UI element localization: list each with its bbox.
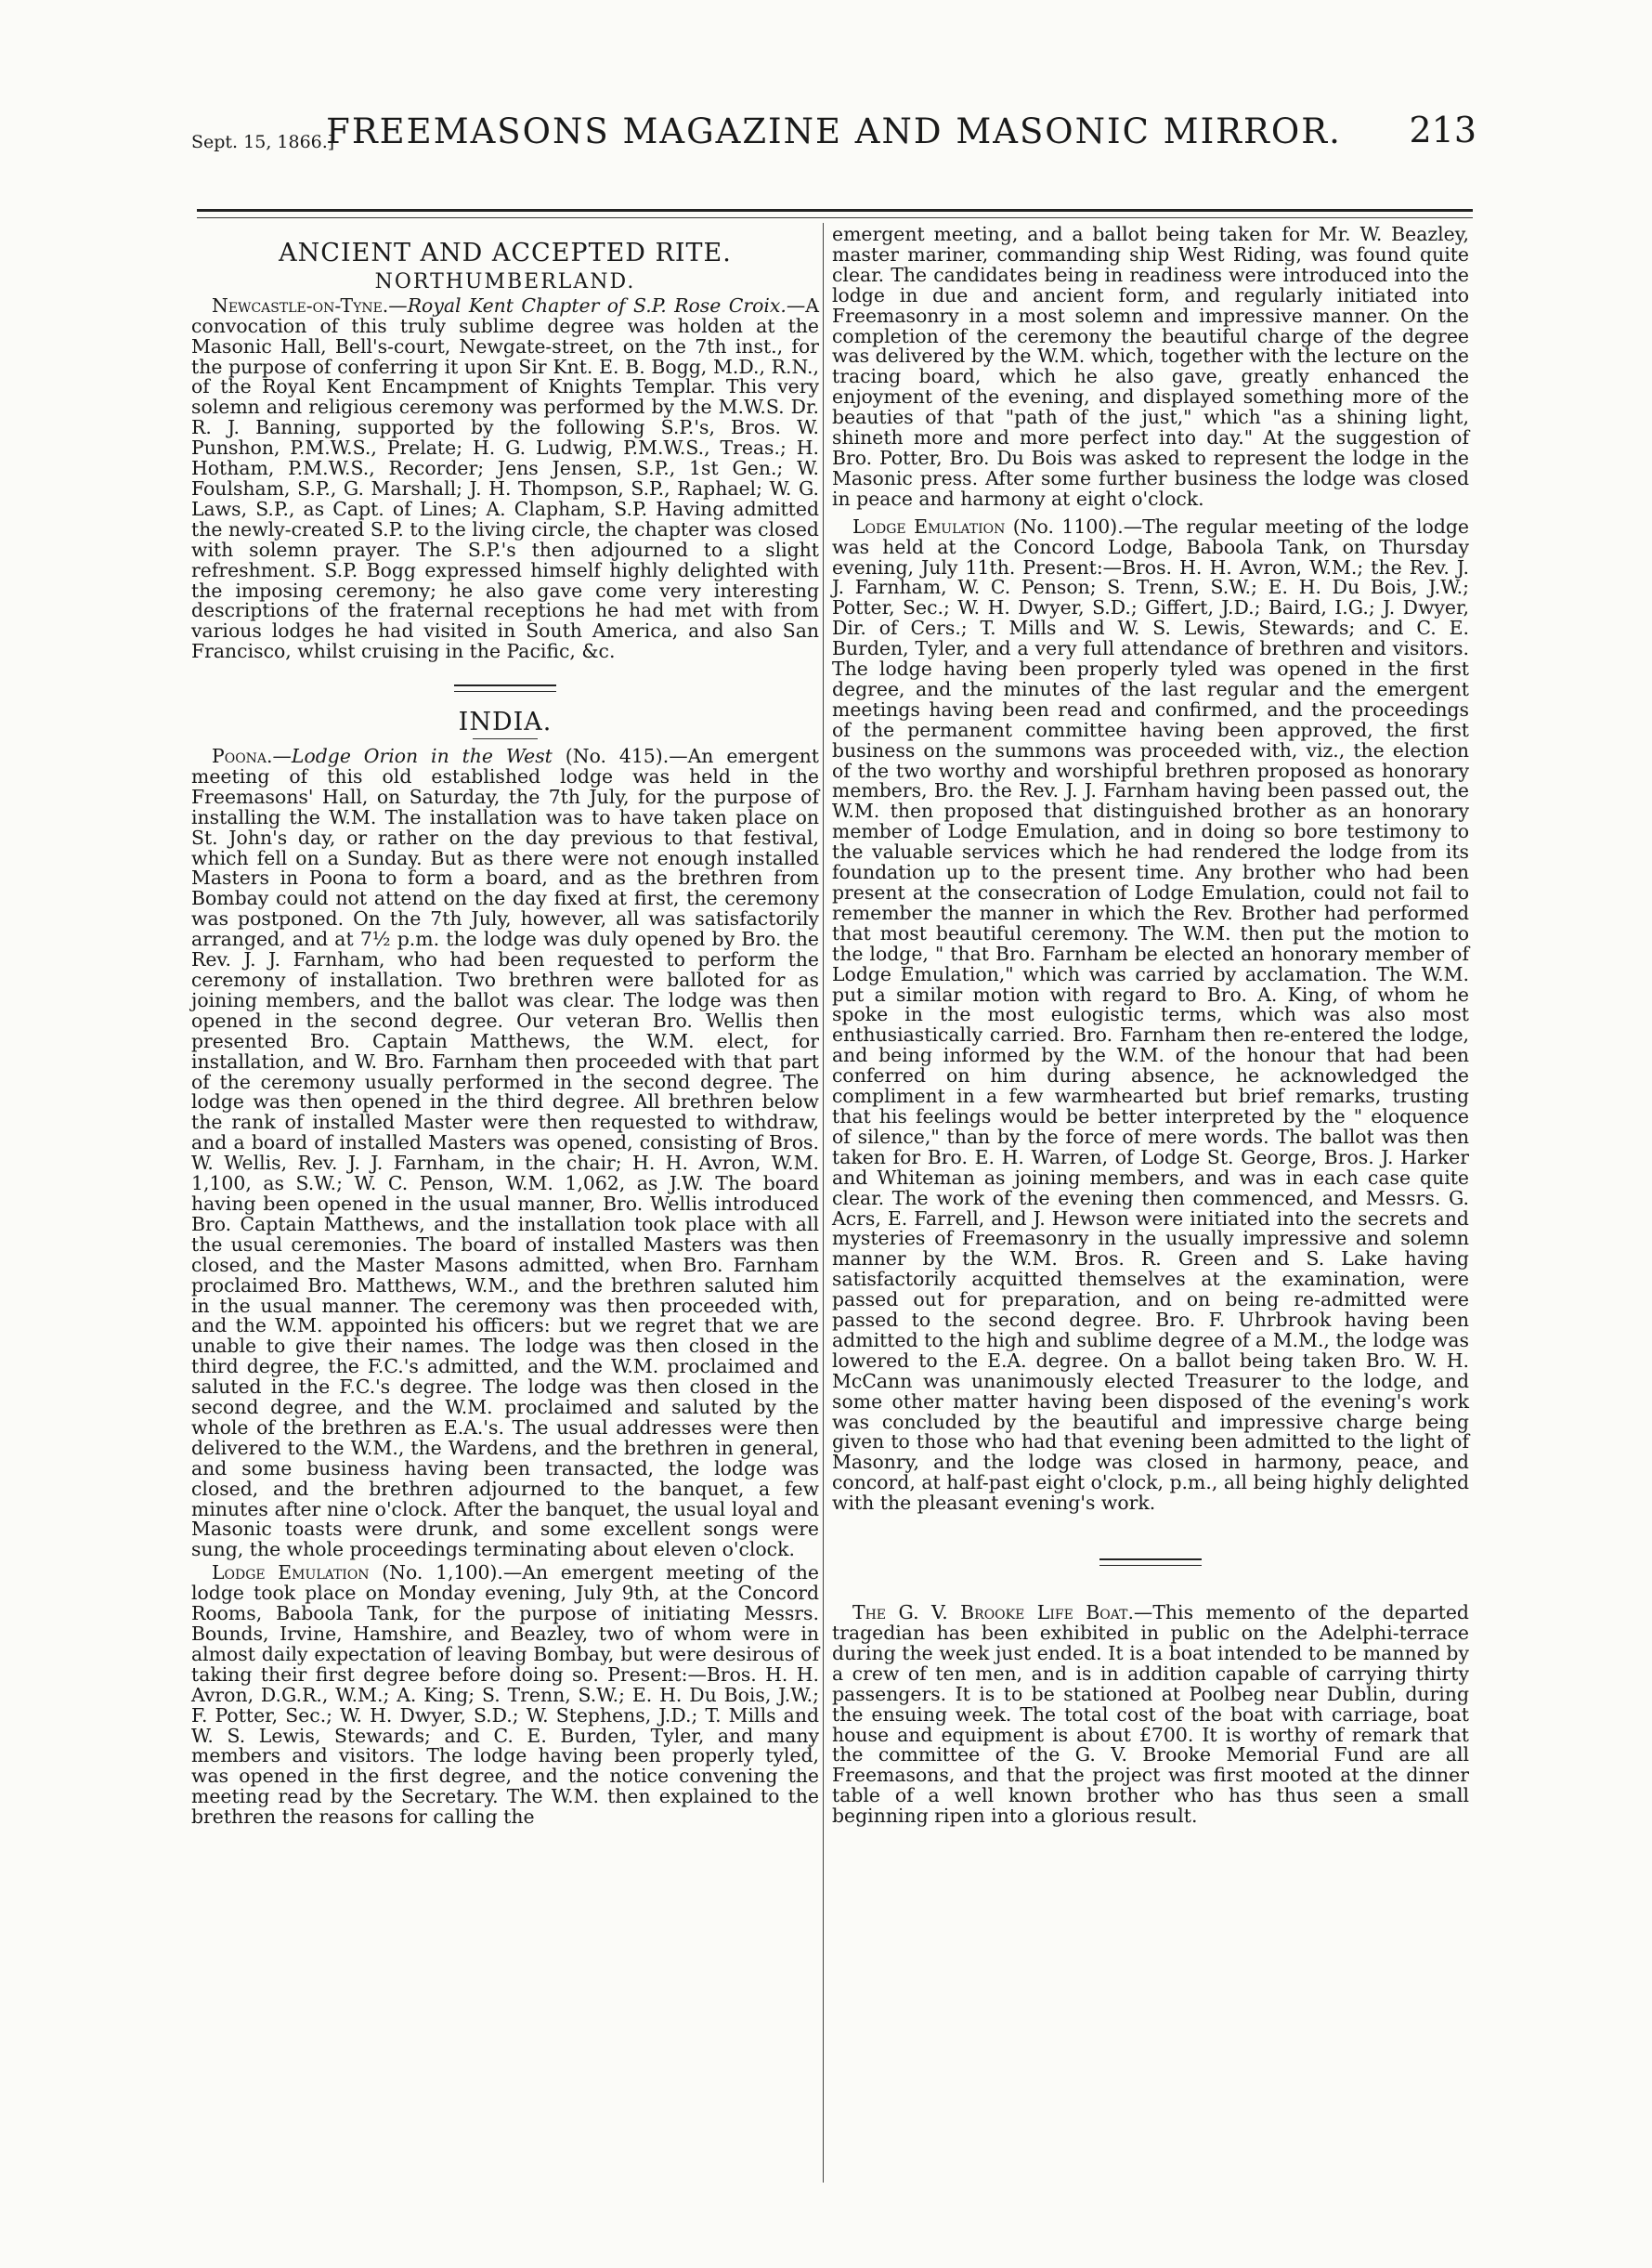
article-poona: [191, 747, 819, 1560]
article-emulation-regular-body: (No. 1100).—The regular meeting of the lodge was held at the Concord Lodge, Baboola Tank, on Thursday evening, July 11th. Present:—Bros. H. H. Avron, W.M.; the Rev. J. J. Farnham, W. C. Penson; S. Trenn, S.W.; E. H. Du Bois, J.W.; Potter, Sec.; W. H. Dwyer, S.D.; Giffert, J.D.; Baird, I.G.; J. Dwyer, Dir. of Cers.; T. Mills and W. S. Lewis, Stewards; and C. E. Burden, Tyler, and a very full attendance of brethren and visitors. The lodge having been properly tyled was opened in the first degree, and the minutes of the last regular and the emergent meetings having been read and confirmed, and the proceedings of the permanent committee having been approved, the first business on the summons was proceeded with, viz., the election of the two worthy and worshipful brethren proposed as honorary members, Bro. the Rev. J. J. Farnham having been passed out, the W.M. then proposed that distinguished brother as an honorary member of Lodge Emulation, and in doing so bore testimony to the valuable services which he had rendered the lodge from its foundation up to the present time. Any brother who had been present at the consecration of Lodge Emulation, could not fail to remember the manner in which the Rev. Brother had performed that most beautiful ceremony. The W.M. then put the motion to the lodge, " that Bro. Farnham be elected an honorary member of Lodge Emulation," which was carried by acclamation. The W.M. put a similar motion with regard to Bro. A. King, of whom he spoke in the most eulogistic terms, which was also most enthusiastically carried. Bro. Farnham then re-entered the lodge, and being informed by the W.M. of the honour that had been conferred on him during absence, he acknowledged the compliment in a few warmhearted but brief remarks, trusting that his feelings would be better interpreted by the " eloquence of silence," than by the force of mere words. The ballot was then taken for Bro. E. H. Warren, of Lodge St. George, Bros. J. Harker and Whiteman as joining members, and was in each case quite clear. The work of the evening then commenced, and Messrs. G. Acrs, E. Farrell, and J. Hewson were initiated into the secrets and mysteries of Freemasonry in the usually impressive and solemn manner by the W.M. Bros. R. Green and S. Lake having satisfactorily acquitted themselves at the examination, were passed out for preparation, and on being re-admitted were passed to the second degree. Bro. F. Uhrbrook having been admitted to the high and sublime degree of a M.M., the lodge was lowered to the E.A. degree. On a ballot being taken Bro. W. H. McCann was unanimously elected Treasurer to the lodge, and some other matter having been disposed of the evening's work was concluded by the beautiful and impressive charge being given to those who had that evening been admitted to the light of Masonry, and the lodge was closed in harmony, peace, and concord, at half-past eight o'clock, p.m., all being highly delighted with the pleasant evening's work.: [832, 515, 1469, 1515]
article-poona-body: (No. 415).—An emergent meeting of this old established lodge was held in the Freemasons' Hall, on Saturday, the 7th July, for the purpose of installing the W.M. The installation was to have taken place on St. John's day, or rather on the day previous to that festival, which fell on a Sunday. But as there were not enough installed Masters in Poona to form a board, and as the brethren from Bombay could not attend on the day fixed at first, the ceremony was postponed. On the 7th July, however, all was satisfactorily arranged, and at 7½ p.m. the lodge was duly opened by Bro. the Rev. J. J. Farnham, who had been requested to perform the ceremony of installation. Two brethren were balloted for as joining members, and the ballot was clear. The lodge was then opened in the second degree. Our veteran Bro. Wellis then presented Bro. Captain Matthews, the W.M. elect, for installation, and W. Bro. Farnham then proceeded with that part of the ceremony usually performed in the second degree. The lodge was then opened in the third degree. All brethren below the rank of installed Master were then requested to withdraw, and a board of installed Masters was opened, consisting of Bros. W. Wellis, Rev. J. J. Farnham, in the chair; H. H. Avron, W.M. 1,100, as S.W.; W. C. Penson, W.M. 1,062, as J.W. The board having been opened in the usual manner, Bro. Wellis introduced Bro. Captain Matthews, and the installation took place with all the usual ceremonies. The board of installed Masters was then closed, and the Master Masons admitted, when Bro. Farnham proclaimed Bro. Matthews, W.M., and the brethren saluted him in the usual manner. The ceremony was then proceeded with, and the W.M. appointed his officers: but we regret that we are unable to give their names. The lodge was then closed in the third degree, the F.C.'s admitted, and the W.M. proclaimed and saluted in the F.C.'s degree. The lodge was then closed in the second degree, and the W.M. proclaimed and saluted by the whole of the brethren as E.A.'s. The usual addresses were then delivered to the W.M., the Wardens, and the brethren in general, and some business having been transacted, the lodge was closed, and the brethren adjourned to the banquet, a few minutes after nine o'clock. After the banquet, the usual loyal and Masonic toasts were drunk, and some excellent songs were sung, the whole proceedings terminating about eleven o'clock.: [191, 745, 819, 1561]
page-number: 213: [1409, 110, 1476, 150]
section-subheading-northumberland: NORTHUMBERLAND.: [374, 269, 636, 293]
article-brooke-place: The G. V. Brooke Life Boat.: [852, 1601, 1134, 1624]
article-continuation: emergent meeting, and a ballot being taken for Mr. W. Beazley, master mariner, commanding ship West Riding, was found quite clear. The candidates being in readiness were introduced into the lodge in due and ancient form, and regularly initiated into Freemasonry in a most solemn and impressive manner. On the completion of the ceremony the beautiful charge of the degree was delivered by the W.M. which, together with the lecture on the tracing board, which he also gave, greatly enhanced the enjoyment of the evening, and displayed something more of the beauties of that "path of the just," which "as a shining light, shineth more and more perfect into day." At the suggestion of Bro. Potter, Bro. Du Bois was asked to represent the lodge in the Masonic press. After some further business the lodge was closed in peace and harmony at eight o'clock.: [832, 223, 1469, 510]
article-newcastle-place: Newcastle-on-Tyne.: [212, 293, 389, 317]
masthead-rule-thin: [197, 217, 1473, 218]
article-newcastle-lodge: —Royal Kent Chapter of S.P. Rose Croix.: [388, 293, 787, 317]
masthead: [191, 110, 1476, 184]
publication-title: FREEMASONS MAGAZINE AND MASONIC MIRROR.: [326, 111, 1342, 151]
column-divider: [823, 223, 824, 2183]
article-emulation-regular: [832, 517, 1469, 1514]
heading-underline: [473, 738, 538, 739]
section-separator: [454, 684, 556, 692]
article-emulation-emergent: [191, 1563, 819, 1828]
article-newcastle-body: —A convocation of this truly sublime degree was holden at the Masonic Hall, Bell's-court, Newgate-street, on the 7th inst., for the purpose of conferring it upon Sir Knt. E. B. Bogg, M.D., R.N., of the Royal Kent Encampment of Knights Templar. This very solemn and religious ceremony was performed by the M.W.S. Dr. R. J. Banning, supported by the following S.P.'s, Bros. W. Punshon, P.M.W.S., Prelate; H. G. Ludwig, P.M.W.S., Treas.; H. Hotham, P.M.W.S., Recorder; Jens Jensen, S.P., 1st Gen.; W. Foulsham, S.P., G. Marshall; J. H. Thompson, S.P., Raphael; W. G. Laws, S.P., as Capt. of Lines; A. Clapham, S.P. Having admitted the newly-created S.P. to the living circle, the chapter was closed with solemn prayer. The S.P.'s then adjourned to a slight refreshment. S.P. Bogg expressed himself highly delighted with the imposing ceremony; he also gave come very interesting descriptions of the fraternal receptions he had met with from various lodges he had visited in South America, and also San Francisco, whilst cruising in the Pacific, &c.: [191, 293, 819, 663]
right-column: [832, 225, 1469, 1827]
article-brooke-lifeboat: [832, 1603, 1469, 1827]
section-separator: [1099, 1558, 1202, 1566]
section-heading-ancient-rite: ANCIENT AND ACCEPTED RITE.: [279, 239, 732, 267]
article-emulation-regular-place: Lodge Emulation: [852, 515, 1006, 538]
section-heading-india: INDIA.: [458, 708, 553, 737]
article-poona-lodge: —Lodge Orion in the West: [272, 745, 553, 768]
article-poona-place: Poona.: [212, 745, 273, 768]
masthead-rule-thick: [197, 209, 1473, 212]
article-emulation-emergent-place: Lodge Emulation: [212, 1561, 370, 1584]
article-brooke-body: —This memento of the departed tragedian has been exhibited in public on the Adelphi-terrace during the week just ended. It is a boat intended to be manned by a crew of ten men, and is in addition capable of carrying thirty passengers. It is to be stationed at Poolbeg near Dublin, during the ensuing week. The total cost of the boat with carriage, boat house and equipment is about £700. It is worthy of remark that the committee of the G. V. Brooke Memorial Fund are all Freemasons, and that the project was first mooted at the dinner table of a well known brother who has thus seen a small beginning ripen into a glorious result.: [832, 1601, 1469, 1828]
left-column: [191, 239, 819, 1829]
issue-date: Sept. 15, 1866.]: [191, 132, 335, 152]
article-newcastle: [191, 293, 819, 663]
article-emulation-emergent-body: (No. 1,100).—An emergent meeting of the lodge took place on Monday evening, July 9th, at the Concord Rooms, Baboola Tank, for the purpose of initiating Messrs. Bounds, Irvine, Hamshire, and Beazley, two of whom were in almost daily expectation of leaving Bombay, but were desirous of taking their first degree before doing so. Present:—Bros. H. H. Avron, D.G.R., W.M.; A. King; S. Trenn, S.W.; E. H. Du Bois, J.W.; F. Potter, Sec.; W. H. Dwyer, S.D.; W. Stephens, J.D.; T. Mills and W. S. Lewis, Stewards; and C. E. Burden, Tyler, and many members and visitors. The lodge having been properly tyled, was opened in the first degree, and the notice convening the meeting read by the Secretary. The W.M. then explained to the brethren the reasons for calling the: [191, 1561, 819, 1829]
